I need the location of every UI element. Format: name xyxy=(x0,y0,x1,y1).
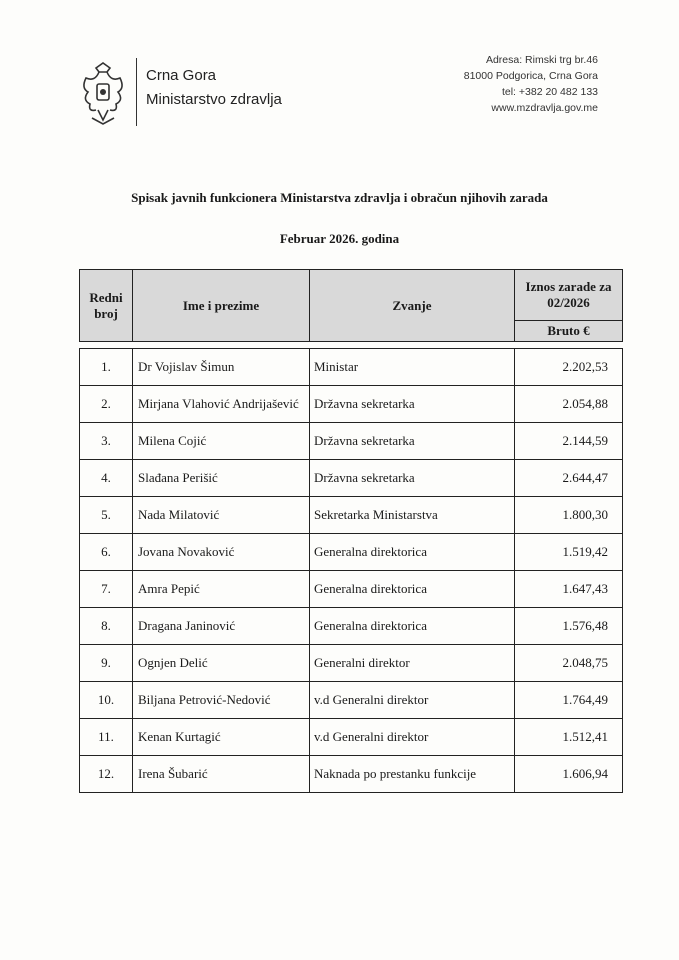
row-name xyxy=(133,571,310,608)
row-number-text: 7. xyxy=(101,581,111,596)
row-title-text: Generalna direktorica xyxy=(314,581,427,596)
row-number-text: 2. xyxy=(101,396,111,411)
row-number xyxy=(80,423,133,460)
table-row xyxy=(80,571,623,608)
crest-icon xyxy=(78,60,128,128)
row-name-text: Slađana Perišić xyxy=(138,470,218,485)
row-name-text: Dragana Janinović xyxy=(138,618,236,633)
row-name xyxy=(133,460,310,497)
row-title xyxy=(310,349,515,386)
table-row xyxy=(80,497,623,534)
city-line: 81000 Podgorica, Crna Gora xyxy=(463,70,598,82)
row-amount xyxy=(515,386,623,423)
row-title xyxy=(310,645,515,682)
row-number xyxy=(80,534,133,571)
table-row xyxy=(80,645,623,682)
row-name-text: Irena Šubarić xyxy=(138,766,208,781)
row-title-text: Državna sekretarka xyxy=(314,470,415,485)
row-name xyxy=(133,349,310,386)
row-name xyxy=(133,645,310,682)
row-number-text: 10. xyxy=(97,692,115,707)
row-name xyxy=(133,682,310,719)
row-title-text: v.d Generalni direktor xyxy=(314,692,429,707)
header-currency: Bruto € xyxy=(515,321,623,342)
row-title-text: v.d Generalni direktor xyxy=(314,729,429,744)
row-number xyxy=(80,460,133,497)
row-number xyxy=(80,719,133,756)
row-name-text: Ognjen Delić xyxy=(138,655,208,670)
row-amount xyxy=(515,460,623,497)
header-title: Zvanje xyxy=(310,270,515,342)
row-title xyxy=(310,460,515,497)
row-amount xyxy=(515,719,623,756)
document-period: Februar 2026. godina xyxy=(279,231,400,246)
row-title-text: Generalni direktor xyxy=(314,655,410,670)
row-number xyxy=(80,349,133,386)
salary-table xyxy=(79,269,623,793)
row-amount xyxy=(515,349,623,386)
row-title-text: Državna sekretarka xyxy=(314,396,415,411)
row-name-text: Milena Cojić xyxy=(138,433,207,448)
row-amount-text: 2.048,75 xyxy=(562,655,608,670)
row-number xyxy=(80,497,133,534)
row-number-text: 1. xyxy=(101,359,111,374)
header-number: Redni broj xyxy=(80,270,133,342)
row-amount-text: 2.144,59 xyxy=(562,433,608,448)
row-name-text: Biljana Petrović-Nedović xyxy=(138,692,271,707)
row-number xyxy=(80,386,133,423)
row-number-text: 3. xyxy=(101,433,111,448)
row-amount-text: 1.606,94 xyxy=(562,766,608,781)
row-number-text: 9. xyxy=(101,655,111,670)
row-amount-text: 2.644,47 xyxy=(562,470,608,485)
header-divider xyxy=(136,58,137,126)
row-amount xyxy=(515,571,623,608)
table-row xyxy=(80,386,623,423)
row-name xyxy=(133,608,310,645)
ministry-name: Ministarstvo zdravlja xyxy=(146,91,282,108)
row-name xyxy=(133,497,310,534)
row-title-text: Naknada po prestanku funkcije xyxy=(314,766,477,781)
table-row xyxy=(80,460,623,497)
org-block xyxy=(146,64,282,112)
row-amount xyxy=(515,608,623,645)
row-title xyxy=(310,571,515,608)
website-line: www.mzdravlja.gov.me xyxy=(491,102,598,114)
row-number-text: 5. xyxy=(101,507,111,522)
row-amount-text: 1.764,49 xyxy=(562,692,608,707)
address-line: Adresa: Rimski trg br.46 xyxy=(485,54,598,66)
header-amount: Iznos zarade za 02/2026 xyxy=(515,270,623,321)
row-amount-text: 1.519,42 xyxy=(562,544,608,559)
row-name xyxy=(133,719,310,756)
table-row xyxy=(80,608,623,645)
row-amount xyxy=(515,682,623,719)
row-title-text: Generalna direktorica xyxy=(314,618,427,633)
table-row xyxy=(80,682,623,719)
row-amount-text: 1.576,48 xyxy=(562,618,608,633)
row-name xyxy=(133,423,310,460)
row-title-text: Ministar xyxy=(314,359,359,374)
row-name-text: Jovana Novaković xyxy=(138,544,235,559)
row-amount-text: 1.512,41 xyxy=(562,729,608,744)
row-number xyxy=(80,645,133,682)
row-amount xyxy=(515,756,623,793)
row-name xyxy=(133,386,310,423)
table-row xyxy=(80,756,623,793)
row-name-text: Nada Milatović xyxy=(138,507,220,522)
row-amount xyxy=(515,497,623,534)
row-number xyxy=(80,608,133,645)
table-row xyxy=(80,349,623,386)
row-number-text: 11. xyxy=(98,729,114,744)
row-title xyxy=(310,386,515,423)
table-row xyxy=(80,534,623,571)
row-title xyxy=(310,608,515,645)
row-number-text: 6. xyxy=(101,544,111,559)
row-number-text: 4. xyxy=(101,470,111,485)
row-name xyxy=(133,534,310,571)
row-name-text: Amra Pepić xyxy=(138,581,200,596)
row-title xyxy=(310,534,515,571)
row-number xyxy=(80,571,133,608)
row-name-text: Kenan Kurtagić xyxy=(138,729,221,744)
row-title xyxy=(310,497,515,534)
row-number xyxy=(80,682,133,719)
row-title xyxy=(310,756,515,793)
row-number xyxy=(80,756,133,793)
country-name: Crna Gora xyxy=(146,67,217,84)
row-amount xyxy=(515,645,623,682)
document-title: Spisak javnih funkcionera Ministarstva zdravlja i obračun njihovih zarada xyxy=(131,190,548,205)
row-amount-text: 1.647,43 xyxy=(562,581,608,596)
row-title xyxy=(310,682,515,719)
row-name-text: Dr Vojislav Šimun xyxy=(138,359,235,374)
row-number-text: 12. xyxy=(97,766,115,781)
row-title xyxy=(310,719,515,756)
row-title-text: Državna sekretarka xyxy=(314,433,415,448)
row-name xyxy=(133,756,310,793)
row-amount xyxy=(515,423,623,460)
table-row xyxy=(80,423,623,460)
contact-block xyxy=(464,52,598,116)
phone-line: tel: +382 20 482 133 xyxy=(501,86,598,98)
row-name-text: Mirjana Vlahović Andrijašević xyxy=(138,396,299,411)
table-row xyxy=(80,719,623,756)
row-amount-text: 2.054,88 xyxy=(562,396,608,411)
row-amount-text: 1.800,30 xyxy=(562,507,608,522)
row-title xyxy=(310,423,515,460)
row-number-text: 8. xyxy=(101,618,111,633)
row-title-text: Sekretarka Ministarstva xyxy=(314,507,438,522)
row-amount xyxy=(515,534,623,571)
row-amount-text: 2.202,53 xyxy=(562,359,608,374)
header-name: Ime i prezime xyxy=(133,270,310,342)
row-title-text: Generalna direktorica xyxy=(314,544,427,559)
